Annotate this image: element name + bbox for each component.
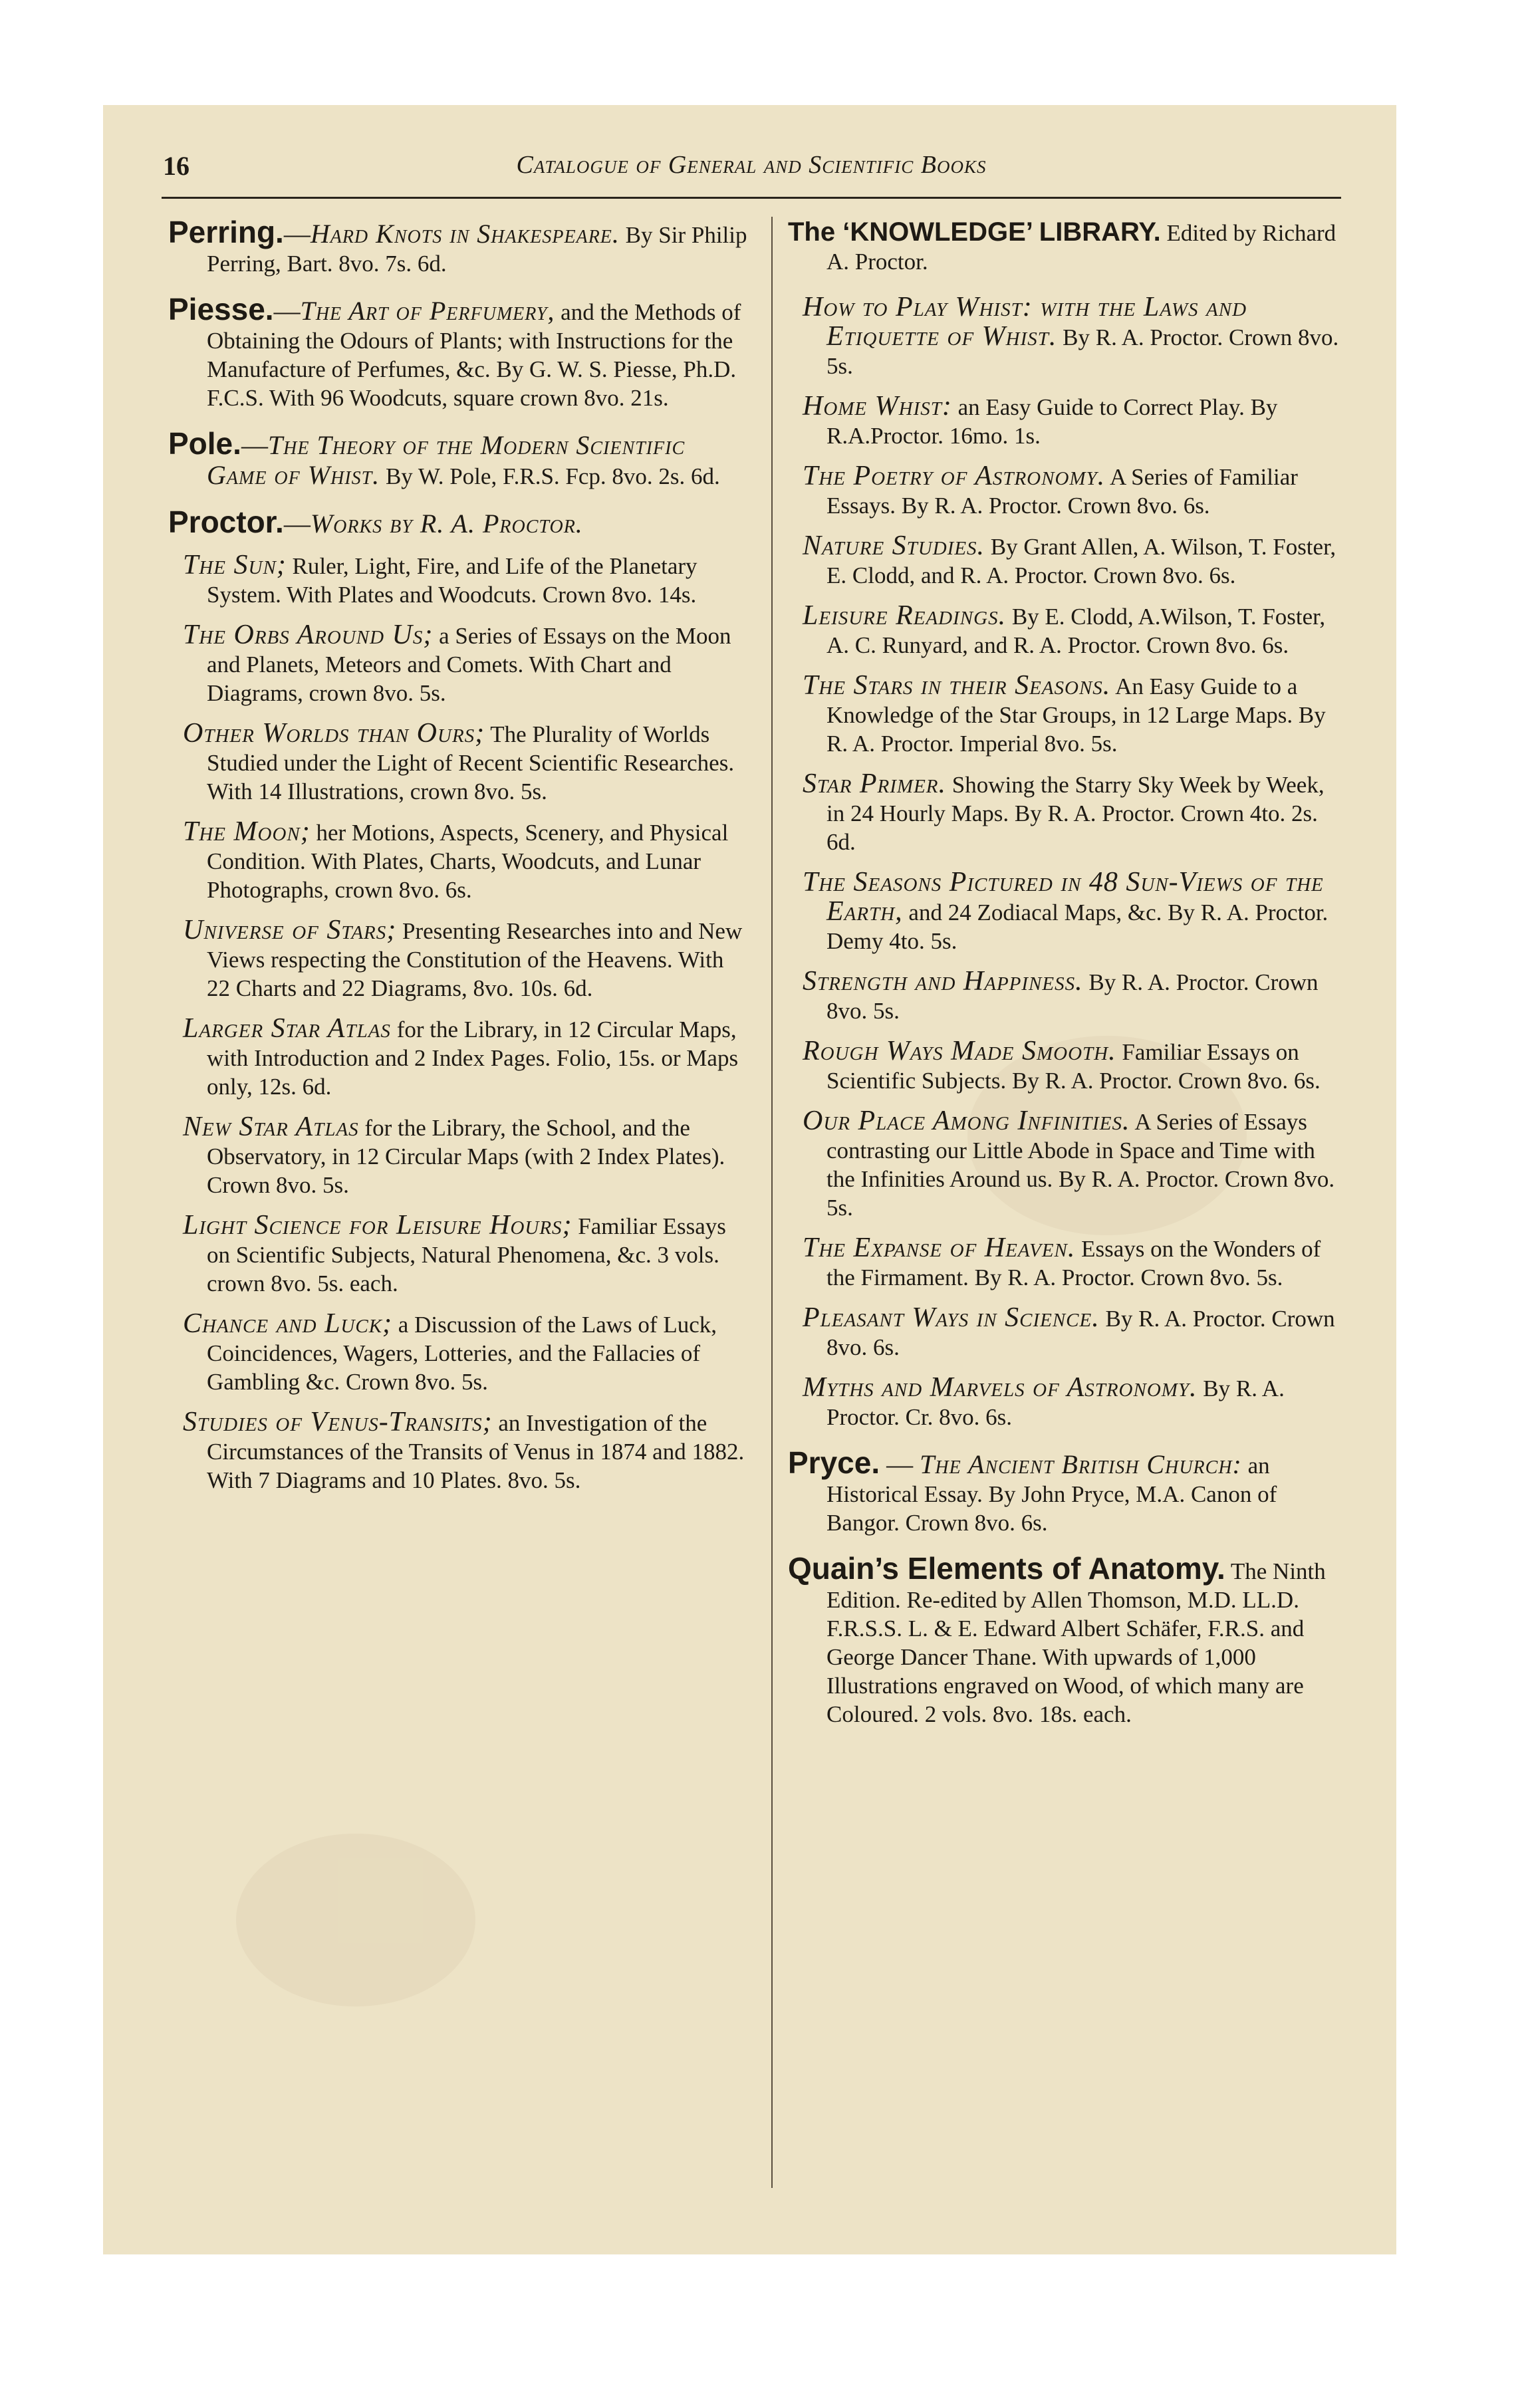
proctor-work <box>168 1310 748 1396</box>
work-title: Larger Star Atlas <box>183 1013 391 1044</box>
work-title: Leisure Readings. <box>803 600 1007 631</box>
catalogue-entry-pryce: Pryce. — The Ancient British Church: an Historical Essay. By John Pryce, M.A. Canon of Bangor. Crown 8vo. 6s. <box>788 1445 1277 1536</box>
catalogue-entry-piesse: Piesse.—The Art of Perfumery, and the Methods of Obtaining the Odours of Plants; with Instructions for the Manufacture of Perfumes, &c. By G. W. S. Piesse, Ph.D. F.C.S. With 96 Woodcuts, square crown 8vo. 21s. <box>168 292 741 411</box>
book-description: an Historical Essay. By John Pryce, M.A. Canon of Bangor. Crown 8vo. 6s. <box>826 1453 1277 1536</box>
proctor-work <box>168 818 748 904</box>
work-title: Nature Studies. <box>803 531 985 561</box>
proctor-work <box>168 621 748 707</box>
work-title: Chance and Luck; <box>183 1308 393 1339</box>
work-description: A Series of Essays contrasting our Little Abode in Space and Time with the Infinities Around us. By R. A. Proctor. Crown 8vo. 5s. <box>826 1109 1335 1221</box>
work-description: The Plurality of Worlds Studied under the Light of Recent Scientific Researches. With 14 Illustrations, crown 8vo. 5s. <box>207 721 735 804</box>
series-description: Edited by Richard A. Proctor. <box>826 220 1336 275</box>
catalogue-entry-pole: Pole.—The Theory of the Modern Scientific Game of Whist. By W. Pole, F.R.S. Fcp. 8vo. 2s. 6d. <box>168 426 720 490</box>
library-work <box>788 392 1346 450</box>
proctor-work <box>168 916 748 1003</box>
work-description: By E. Clodd, A.Wilson, T. Foster, A. C. Runyard, and R. A. Proctor. Crown 8vo. 6s. <box>826 604 1326 658</box>
author-name: Perring. <box>168 215 284 249</box>
library-work <box>788 868 1346 955</box>
proctor-work <box>168 1211 748 1298</box>
work-description: for the Library, the School, and the Observatory, in 12 Circular Maps (with 2 Index Plates). Crown 8vo. 5s. <box>207 1115 725 1198</box>
catalogue-entry-quain <box>788 1551 1346 1729</box>
library-work <box>788 770 1346 856</box>
library-work <box>788 1304 1346 1362</box>
library-work <box>788 1374 1346 1431</box>
work-title: Home Whist: <box>803 391 952 421</box>
work-description: Presenting Researches into and New Views respecting the Constitution of the Heavens. With 22 Charts and 22 Diagrams, 8vo. 10s. 6d. <box>207 918 743 1001</box>
book-title: Hard Knots in Shakespeare. <box>310 219 620 249</box>
work-title: Strength and Happiness. <box>803 966 1083 997</box>
library-work <box>788 602 1346 660</box>
proctor-work <box>168 1113 748 1199</box>
work-title: The Seasons Pictured in 48 Sun-Views of the Earth, <box>803 867 1324 927</box>
book-description: and the Methods of Obtaining the Odours of Plants; with Instructions for the Manufacture of Perfumes, &c. By G. W. S. Piesse, Ph.D. F.C.S. With 96 Woodcuts, square crown 8vo. 21s. <box>207 299 741 411</box>
library-work <box>788 1037 1346 1095</box>
work-title: Pleasant Ways in Science. <box>803 1302 1100 1333</box>
work-title: The Stars in their Seasons. <box>803 670 1111 701</box>
work-description: a Discussion of the Laws of Luck, Coincidences, Wagers, Lotteries, and the Fallacies of Gambling &c. Crown 8vo. 5s. <box>207 1312 717 1395</box>
work-title: How to Play Whist: with the Laws and Etiquette of Whist. <box>803 292 1247 352</box>
work-title: The Expanse of Heaven. <box>803 1233 1076 1263</box>
work-description: By R. A. Proctor. Crown 8vo. 5s. <box>826 324 1339 379</box>
book-heading: Quain’s Elements of Anatomy. <box>788 1551 1225 1586</box>
proctor-work <box>168 1015 748 1101</box>
page-number: 16 <box>163 151 190 181</box>
work-title: Our Place Among Infinities. <box>803 1106 1130 1136</box>
work-description: an Investigation of the Circumstances of the Transits of Venus in 1874 and 1882. With 7 Diagrams and 10 Plates. 8vo. 5s. <box>207 1410 745 1493</box>
work-description: By Grant Allen, A. Wilson, T. Foster, E. Clodd, and R. A. Proctor. Crown 8vo. 6s. <box>826 534 1336 588</box>
work-title: Universe of Stars; <box>183 915 397 945</box>
book-title: The Ancient British Church: <box>920 1449 1242 1479</box>
work-description: Familiar Essays on Scientific Subjects, Natural Phenomena, &c. 3 vols. crown 8vo. 5s. each. <box>207 1213 726 1296</box>
column-divider <box>771 217 773 2188</box>
work-description: By R. A. Proctor. Crown 8vo. 5s. <box>826 969 1319 1024</box>
author-name: Proctor. <box>168 505 284 539</box>
author-name: Pole. <box>168 426 241 461</box>
proctor-heading: Proctor.—Works by R. A. Proctor. <box>168 505 583 539</box>
work-title: Light Science for Leisure Hours; <box>183 1210 572 1241</box>
running-title: Catalogue of General and Scientific Books <box>516 151 987 179</box>
catalogue-entry-perring: Perring.—Hard Knots in Shakespeare. By Sir Philip Perring, Bart. 8vo. 7s. 6d. <box>168 215 747 277</box>
library-work <box>788 967 1346 1025</box>
library-work <box>788 293 1346 380</box>
library-work <box>788 532 1346 590</box>
proctor-work <box>168 719 748 806</box>
header-rule <box>162 197 1341 199</box>
work-description: A Series of Familiar Essays. By R. A. Proctor. Crown 8vo. 6s. <box>826 464 1298 519</box>
work-title: Star Primer. <box>803 769 947 799</box>
library-work <box>788 462 1346 520</box>
work-description: for the Library, in 12 Circular Maps, with Introduction and 2 Index Pages. Folio, 15s. or Maps only, 12s. 6d. <box>207 1017 739 1100</box>
work-description: a Series of Essays on the Moon and Planets, Meteors and Comets. With Chart and Diagrams, crown 8vo. 5s. <box>207 623 731 706</box>
work-title: The Moon; <box>183 816 311 847</box>
work-description: her Motions, Aspects, Scenery, and Physical Condition. With Plates, Charts, Woodcuts, and Lunar Photographs, crown 8vo. 6s. <box>207 820 729 903</box>
work-description: By R. A. Proctor. Crown 8vo. 6s. <box>826 1306 1335 1360</box>
author-name: Pryce. <box>788 1445 880 1480</box>
work-description: Showing the Starry Sky Week by Week, in 24 Hourly Maps. By R. A. Proctor. Crown 4to. 2s. 6d. <box>826 772 1325 855</box>
work-title: The Sun; <box>183 550 287 580</box>
library-work <box>788 671 1346 758</box>
work-title: Rough Ways Made Smooth. <box>803 1036 1116 1066</box>
book-title: The Art of Perfumery, <box>300 296 555 326</box>
right-column <box>788 218 1346 1746</box>
library-work <box>788 1107 1346 1222</box>
work-description: Ruler, Light, Fire, and Life of the Planetary System. With Plates and Woodcuts. Crown 8vo. 14s. <box>207 553 697 608</box>
left-column <box>168 215 748 1512</box>
catalogue-entry-knowledge-library <box>788 218 1346 276</box>
book-description: By Sir Philip Perring, Bart. 8vo. 7s. 6d. <box>207 222 747 277</box>
work-title: The Orbs Around Us; <box>183 620 434 650</box>
library-work <box>788 1234 1346 1292</box>
work-description: an Easy Guide to Correct Play. By R.A.Proctor. 16mo. 1s. <box>826 394 1278 449</box>
book-description: The Ninth Edition. Re-edited by Allen Thomson, M.D. LL.D. F.R.S.S. L. & E. Edward Albert Schäfer, F.R.S. and George Dancer Thane. With upwards of 1,000 Illustrations engraved on Wood, of which many are Coloured. 2 vols. 8vo. 18s. each. <box>826 1558 1326 1727</box>
proctor-work <box>168 551 748 609</box>
catalogue-entry-proctor <box>168 505 748 1495</box>
work-title: The Poetry of Astronomy. <box>803 461 1106 491</box>
paper-stain <box>236 1834 475 2006</box>
work-description: Essays on the Wonders of the Firmament. By R. A. Proctor. Crown 8vo. 5s. <box>826 1236 1321 1290</box>
work-title: New Star Atlas <box>183 1112 359 1142</box>
catalogue-page <box>103 105 1396 2254</box>
work-description: By R. A. Proctor. Cr. 8vo. 6s. <box>826 1376 1285 1430</box>
author-name: Piesse. <box>168 292 274 326</box>
work-description: An Easy Guide to a Knowledge of the Star Groups, in 12 Large Maps. By R. A. Proctor. Imperial 8vo. 5s. <box>826 673 1326 757</box>
work-description: and 24 Zodiacal Maps, &c. By R. A. Proctor. Demy 4to. 5s. <box>826 900 1328 954</box>
book-title: The Theory of the Modern Scientific Game of Whist. <box>207 430 686 490</box>
work-title: Other Worlds than Ours; <box>183 718 485 749</box>
book-description: By W. Pole, F.R.S. Fcp. 8vo. 2s. 6d. <box>385 463 720 489</box>
proctor-work <box>168 1408 748 1495</box>
book-title: Works by R. A. Proctor. <box>310 509 583 539</box>
work-title: Studies of Venus-Transits; <box>183 1407 493 1437</box>
series-heading: The ‘KNOWLEDGE’ LIBRARY. <box>788 217 1161 247</box>
work-title: Myths and Marvels of Astronomy. <box>803 1372 1198 1403</box>
work-description: Familiar Essays on Scientific Subjects. By R. A. Proctor. Crown 8vo. 6s. <box>826 1039 1321 1094</box>
page-header <box>163 150 1340 197</box>
